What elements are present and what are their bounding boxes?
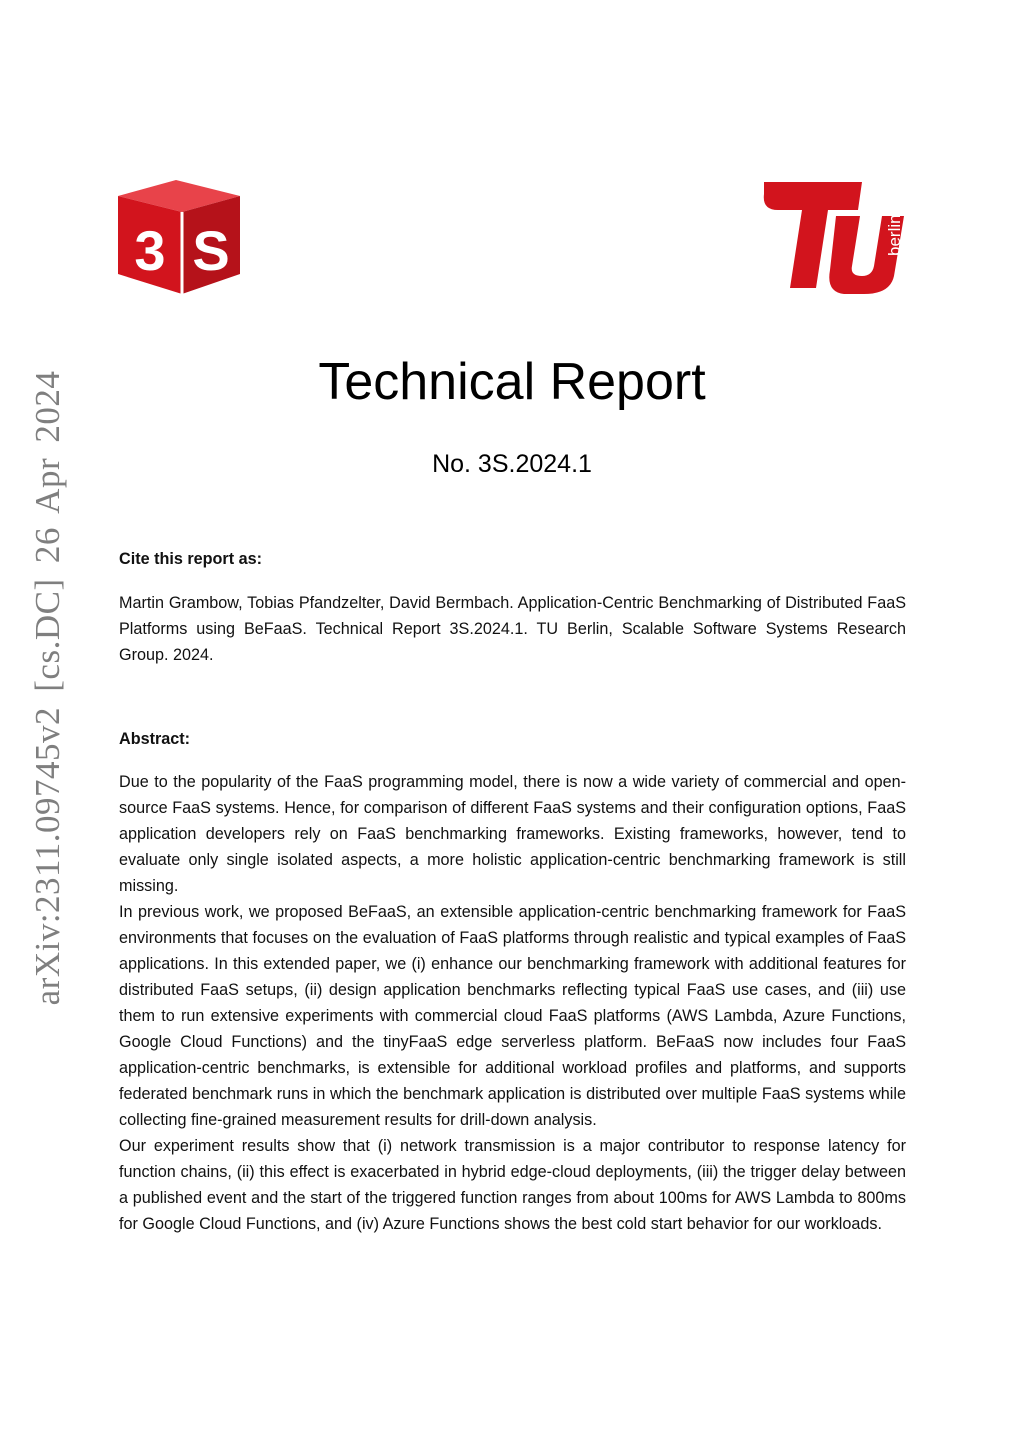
- tu-berlin-icon: [758, 180, 908, 296]
- abstract-paragraph: Our experiment results show that (i) network transmission is a major contributor to response latency for function chains, (ii) this effect is exacerbated in hybrid edge-cloud deployments, (iii) the trigger delay between a published event and the start of the triggered function ranges from about 100ms for AWS Lambda to 800ms for Google Cloud Functions, and (iv) Azure Functions shows the best cold start behavior for our workloads.: [119, 1137, 906, 1233]
- tu-logo-berlin-text: berlin: [885, 214, 904, 256]
- abstract-heading: Abstract:: [119, 730, 191, 748]
- abstract-paragraph: In previous work, we proposed BeFaaS, an extensible application-centric benchmarking framework for FaaS environments that focuses on the evaluation of FaaS platforms through realistic and typical examples of FaaS applications. In this extended paper, we (i) enhance our benchmarking framework with additional features for distributed FaaS setups, (ii) design application benchmarks reflecting typical FaaS use cases, and (iii) use them to run extensive experiments with commercial cloud FaaS platforms (AWS Lambda, Azure Functions, Google Cloud Functions) and the tinyFaaS edge serverless platform. BeFaaS now includes four FaaS application-centric benchmarks, is extensible for additional workload profiles and platforms, and supports federated benchmark runs in which the benchmark application is distributed over multiple FaaS systems while collecting fine-grained measurement results for drill-down analysis.: [119, 903, 906, 1129]
- report-number: No. 3S.2024.1: [432, 450, 592, 478]
- 3s-logo-letter: S: [192, 219, 230, 282]
- 3s-logo: [116, 178, 242, 296]
- 3s-cube-icon: [116, 178, 242, 296]
- arxiv-stamp: arXiv:2311.09745v2 [cs.DC] 26 Apr 2024: [28, 370, 67, 1006]
- 3s-logo-digit: 3: [134, 219, 166, 282]
- abstract-paragraph: Due to the popularity of the FaaS programming model, there is now a wide variety of commercial and open-source FaaS systems. Hence, for comparison of different FaaS systems and their configuration options, FaaS application developers rely on FaaS benchmarking frameworks. Existing frameworks, however, tend to evaluate only single isolated aspects, a more holistic application-centric benchmarking framework is still missing.: [119, 773, 906, 895]
- citation-text: Martin Grambow, Tobias Pfandzelter, David Bermbach. Application-Centric Benchmarking of Distributed FaaS Platforms using BeFaaS. Technical Report 3S.2024.1. TU Berlin, Scalable Software Systems Research Group. 2024.: [119, 594, 906, 664]
- document-title: Technical Report: [318, 353, 706, 411]
- tu-berlin-logo: [758, 180, 908, 296]
- abstract-body: [119, 769, 906, 1237]
- cite-heading: Cite this report as:: [119, 550, 263, 568]
